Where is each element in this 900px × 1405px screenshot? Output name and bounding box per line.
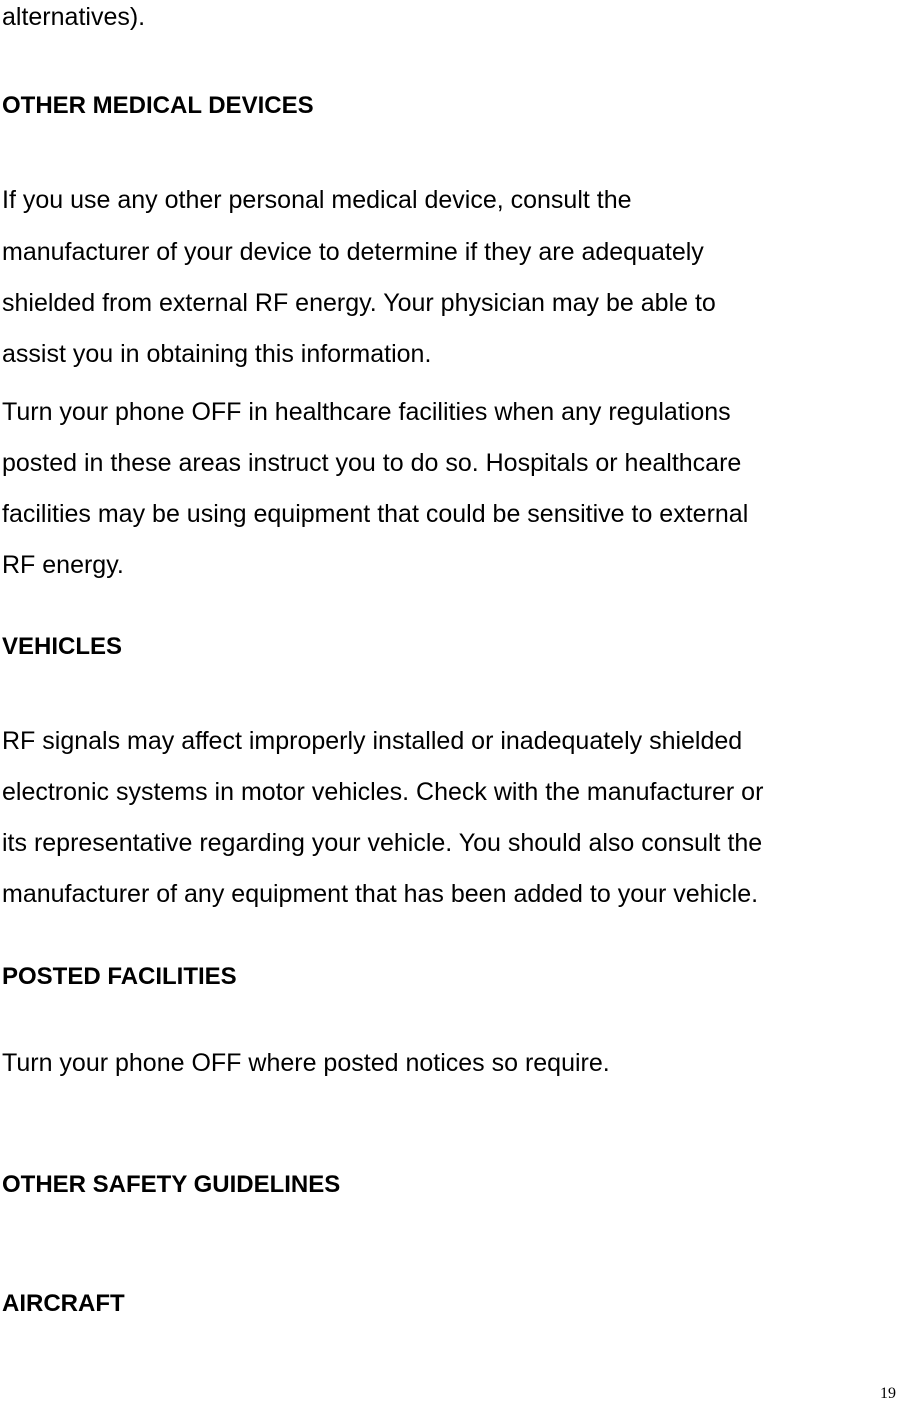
paragraph-line: its representative regarding your vehicle. You should also consult the [2, 829, 763, 857]
paragraph-line: facilities may be using equipment that could be sensitive to external [2, 500, 749, 528]
paragraph-line: manufacturer of any equipment that has been added to your vehicle. [2, 880, 759, 908]
paragraph-line: If you use any other personal medical device, consult the [2, 186, 632, 214]
paragraph-line: shielded from external RF energy. Your physician may be able to [2, 289, 716, 317]
page-number: 19 [880, 1385, 896, 1402]
heading-vehicles: VEHICLES [2, 633, 123, 660]
paragraph-line: Turn your phone OFF where posted notices so require. [2, 1049, 610, 1077]
heading-aircraft: AIRCRAFT [2, 1290, 125, 1317]
intro-tail-text: alternatives). [2, 3, 146, 31]
paragraph-line: RF signals may affect improperly installed or inadequately shielded [2, 727, 743, 755]
heading-posted-facilities: POSTED FACILITIES [2, 963, 237, 990]
heading-other-medical-devices: OTHER MEDICAL DEVICES [2, 92, 314, 119]
paragraph-line: RF energy. [2, 551, 124, 579]
heading-other-safety-guidelines: OTHER SAFETY GUIDELINES [2, 1171, 341, 1198]
paragraph-line: assist you in obtaining this information. [2, 340, 432, 368]
paragraph-line: posted in these areas instruct you to do so. Hospitals or healthcare [2, 449, 742, 477]
paragraph-line: electronic systems in motor vehicles. Check with the manufacturer or [2, 778, 764, 806]
paragraph-line: Turn your phone OFF in healthcare facilities when any regulations [2, 398, 731, 426]
paragraph-line: manufacturer of your device to determine if they are adequately [2, 238, 704, 266]
